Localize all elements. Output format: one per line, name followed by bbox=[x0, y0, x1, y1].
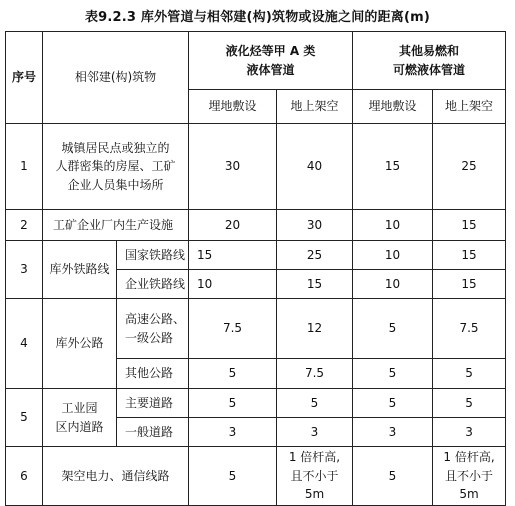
cell-b-buried: 5 bbox=[353, 447, 433, 506]
cell-b-above: 3 bbox=[433, 418, 506, 447]
cell-a-buried: 7.5 bbox=[189, 299, 277, 359]
row-name: 库外公路 bbox=[43, 299, 117, 389]
table-row bbox=[6, 389, 506, 418]
cell-b-buried: 3 bbox=[353, 418, 433, 447]
cell-a-above: 3 bbox=[277, 418, 353, 447]
cell-b-above: 1 倍杆高, 且不小于 5m bbox=[433, 447, 506, 506]
header-building: 相邻建(构)筑物 bbox=[43, 32, 189, 124]
header-a-above: 地上架空 bbox=[277, 90, 353, 124]
row-name: 工矿企业厂内生产设施 bbox=[43, 210, 189, 241]
row-name: 架空电力、通信线路 bbox=[43, 447, 189, 506]
cell-a-above: 30 bbox=[277, 210, 353, 241]
header-group-a: 液化烃等甲 A 类 液体管道 bbox=[189, 32, 353, 90]
cell-b-buried: 5 bbox=[353, 389, 433, 418]
cell-b-above: 15 bbox=[433, 210, 506, 241]
cell-b-above: 25 bbox=[433, 124, 506, 210]
row-number: 6 bbox=[6, 447, 43, 506]
table-row bbox=[6, 447, 506, 506]
header-group-b: 其他易燃和 可燃液体管道 bbox=[353, 32, 506, 90]
cell-b-above: 5 bbox=[433, 359, 506, 389]
cell-a-buried: 20 bbox=[189, 210, 277, 241]
sub-row-name: 企业铁路线 bbox=[117, 270, 189, 299]
cell-b-above: 5 bbox=[433, 389, 506, 418]
cell-b-buried: 5 bbox=[353, 299, 433, 359]
cell-a-above: 12 bbox=[277, 299, 353, 359]
cell-b-buried: 10 bbox=[353, 241, 433, 270]
sub-row-name: 其他公路 bbox=[117, 359, 189, 389]
cell-a-buried: 15 bbox=[189, 241, 277, 270]
cell-a-above: 7.5 bbox=[277, 359, 353, 389]
sub-row-name: 国家铁路线 bbox=[117, 241, 189, 270]
row-name: 城镇居民点或独立的 人群密集的房屋、工矿 企业人员集中场所 bbox=[43, 124, 189, 210]
sub-row-name: 高速公路、 一级公路 bbox=[117, 299, 189, 359]
distance-table bbox=[5, 31, 506, 506]
cell-a-above: 40 bbox=[277, 124, 353, 210]
table-row bbox=[6, 241, 506, 270]
row-number: 3 bbox=[6, 241, 43, 299]
row-number: 1 bbox=[6, 124, 43, 210]
sub-row-name: 主要道路 bbox=[117, 389, 189, 418]
header-row bbox=[6, 32, 506, 90]
row-number: 5 bbox=[6, 389, 43, 447]
cell-b-buried: 5 bbox=[353, 359, 433, 389]
table-row bbox=[6, 210, 506, 241]
table-title: 表9.2.3 库外管道与相邻建(构)筑物或设施之间的距离(m) bbox=[84, 10, 431, 25]
cell-b-buried: 10 bbox=[353, 210, 433, 241]
cell-a-buried: 5 bbox=[189, 447, 277, 506]
cell-a-buried: 30 bbox=[189, 124, 277, 210]
cell-b-buried: 15 bbox=[353, 124, 433, 210]
cell-a-buried: 5 bbox=[189, 359, 277, 389]
cell-a-buried: 5 bbox=[189, 389, 277, 418]
row-number: 4 bbox=[6, 299, 43, 389]
row-name: 工业园 区内道路 bbox=[43, 389, 117, 447]
row-name: 库外铁路线 bbox=[43, 241, 117, 299]
header-b-buried: 埋地敷设 bbox=[353, 90, 433, 124]
cell-a-above: 15 bbox=[277, 270, 353, 299]
cell-a-buried: 10 bbox=[189, 270, 277, 299]
sub-row-name: 一般道路 bbox=[117, 418, 189, 447]
cell-b-above: 15 bbox=[433, 241, 506, 270]
row-number: 2 bbox=[6, 210, 43, 241]
cell-a-above: 1 倍杆高, 且不小于 5m bbox=[277, 447, 353, 506]
table-row bbox=[6, 124, 506, 210]
cell-a-above: 5 bbox=[277, 389, 353, 418]
cell-b-above: 7.5 bbox=[433, 299, 506, 359]
cell-a-above: 25 bbox=[277, 241, 353, 270]
table-row bbox=[6, 299, 506, 359]
header-a-buried: 埋地敷设 bbox=[189, 90, 277, 124]
cell-b-buried: 10 bbox=[353, 270, 433, 299]
cell-b-above: 15 bbox=[433, 270, 506, 299]
cell-a-buried: 3 bbox=[189, 418, 277, 447]
header-b-above: 地上架空 bbox=[433, 90, 506, 124]
header-seq: 序号 bbox=[6, 32, 43, 124]
